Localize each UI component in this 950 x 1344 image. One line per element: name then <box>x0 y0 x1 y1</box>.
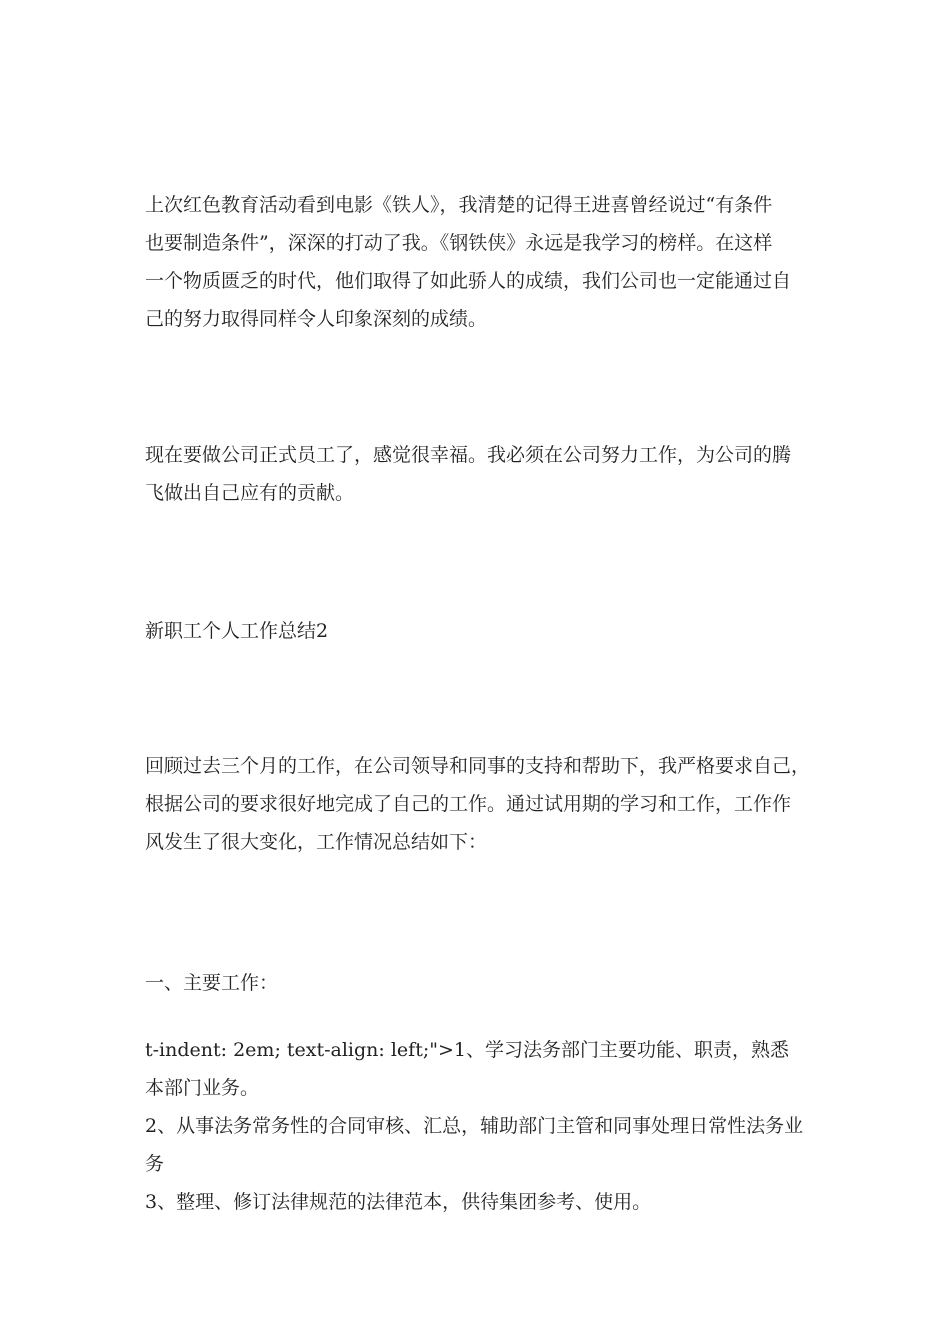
heading-text: 新职工个人工作总结2 <box>145 620 329 642</box>
main-work-list <box>145 1031 815 1221</box>
paragraph-line: 风发生了很大变化，工作情况总结如下： <box>145 831 488 853</box>
list-item: 2、从事法务常务性的合同审核、汇总，辅助部门主管和同事处理日常性法务业 <box>145 1115 804 1137</box>
paragraph-line: 回顾过去三个月的工作，在公司领导和同事的支持和帮助下，我严格要求自己， <box>145 755 811 777</box>
paragraph-line: 一个物质匮乏的时代，他们取得了如此骄人的成绩，我们公司也一定能通过自 <box>145 270 792 292</box>
list-item: 务 <box>145 1153 165 1175</box>
paragraph-line: 根据公司的要求很好地完成了自己的工作。通过试用期的学习和工作，工作作 <box>145 793 792 815</box>
paragraph-official-employee <box>145 436 815 512</box>
paragraph-line: 也要制造条件”，深深的打动了我。《钢铁侠》永远是我学习的榜样。在这样 <box>145 232 773 254</box>
paragraph-review <box>145 747 815 861</box>
paragraph-red-education <box>145 186 815 338</box>
list-item: t-indent: 2em; text-align: left;">1、学习法务部门主要功能、职责，熟悉 <box>145 1039 789 1061</box>
main-work-title <box>145 964 815 1002</box>
list-item: 本部门业务。 <box>145 1077 260 1099</box>
section-title-text: 一、主要工作： <box>145 972 279 994</box>
list-item: 3、整理、修订法律规范的法律范本，供待集团参考、使用。 <box>145 1191 652 1213</box>
paragraph-line: 现在要做公司正式员工了，感觉很幸福。我必须在公司努力工作，为公司的腾 <box>145 444 792 466</box>
paragraph-line: 上次红色教育活动看到电影《铁人》，我清楚的记得王进喜曾经说过“有条件 <box>145 194 773 216</box>
section-heading <box>145 612 815 650</box>
paragraph-line: 己的努力取得同样令人印象深刻的成绩。 <box>145 308 488 330</box>
paragraph-line: 飞做出自己应有的贡献。 <box>145 482 355 504</box>
